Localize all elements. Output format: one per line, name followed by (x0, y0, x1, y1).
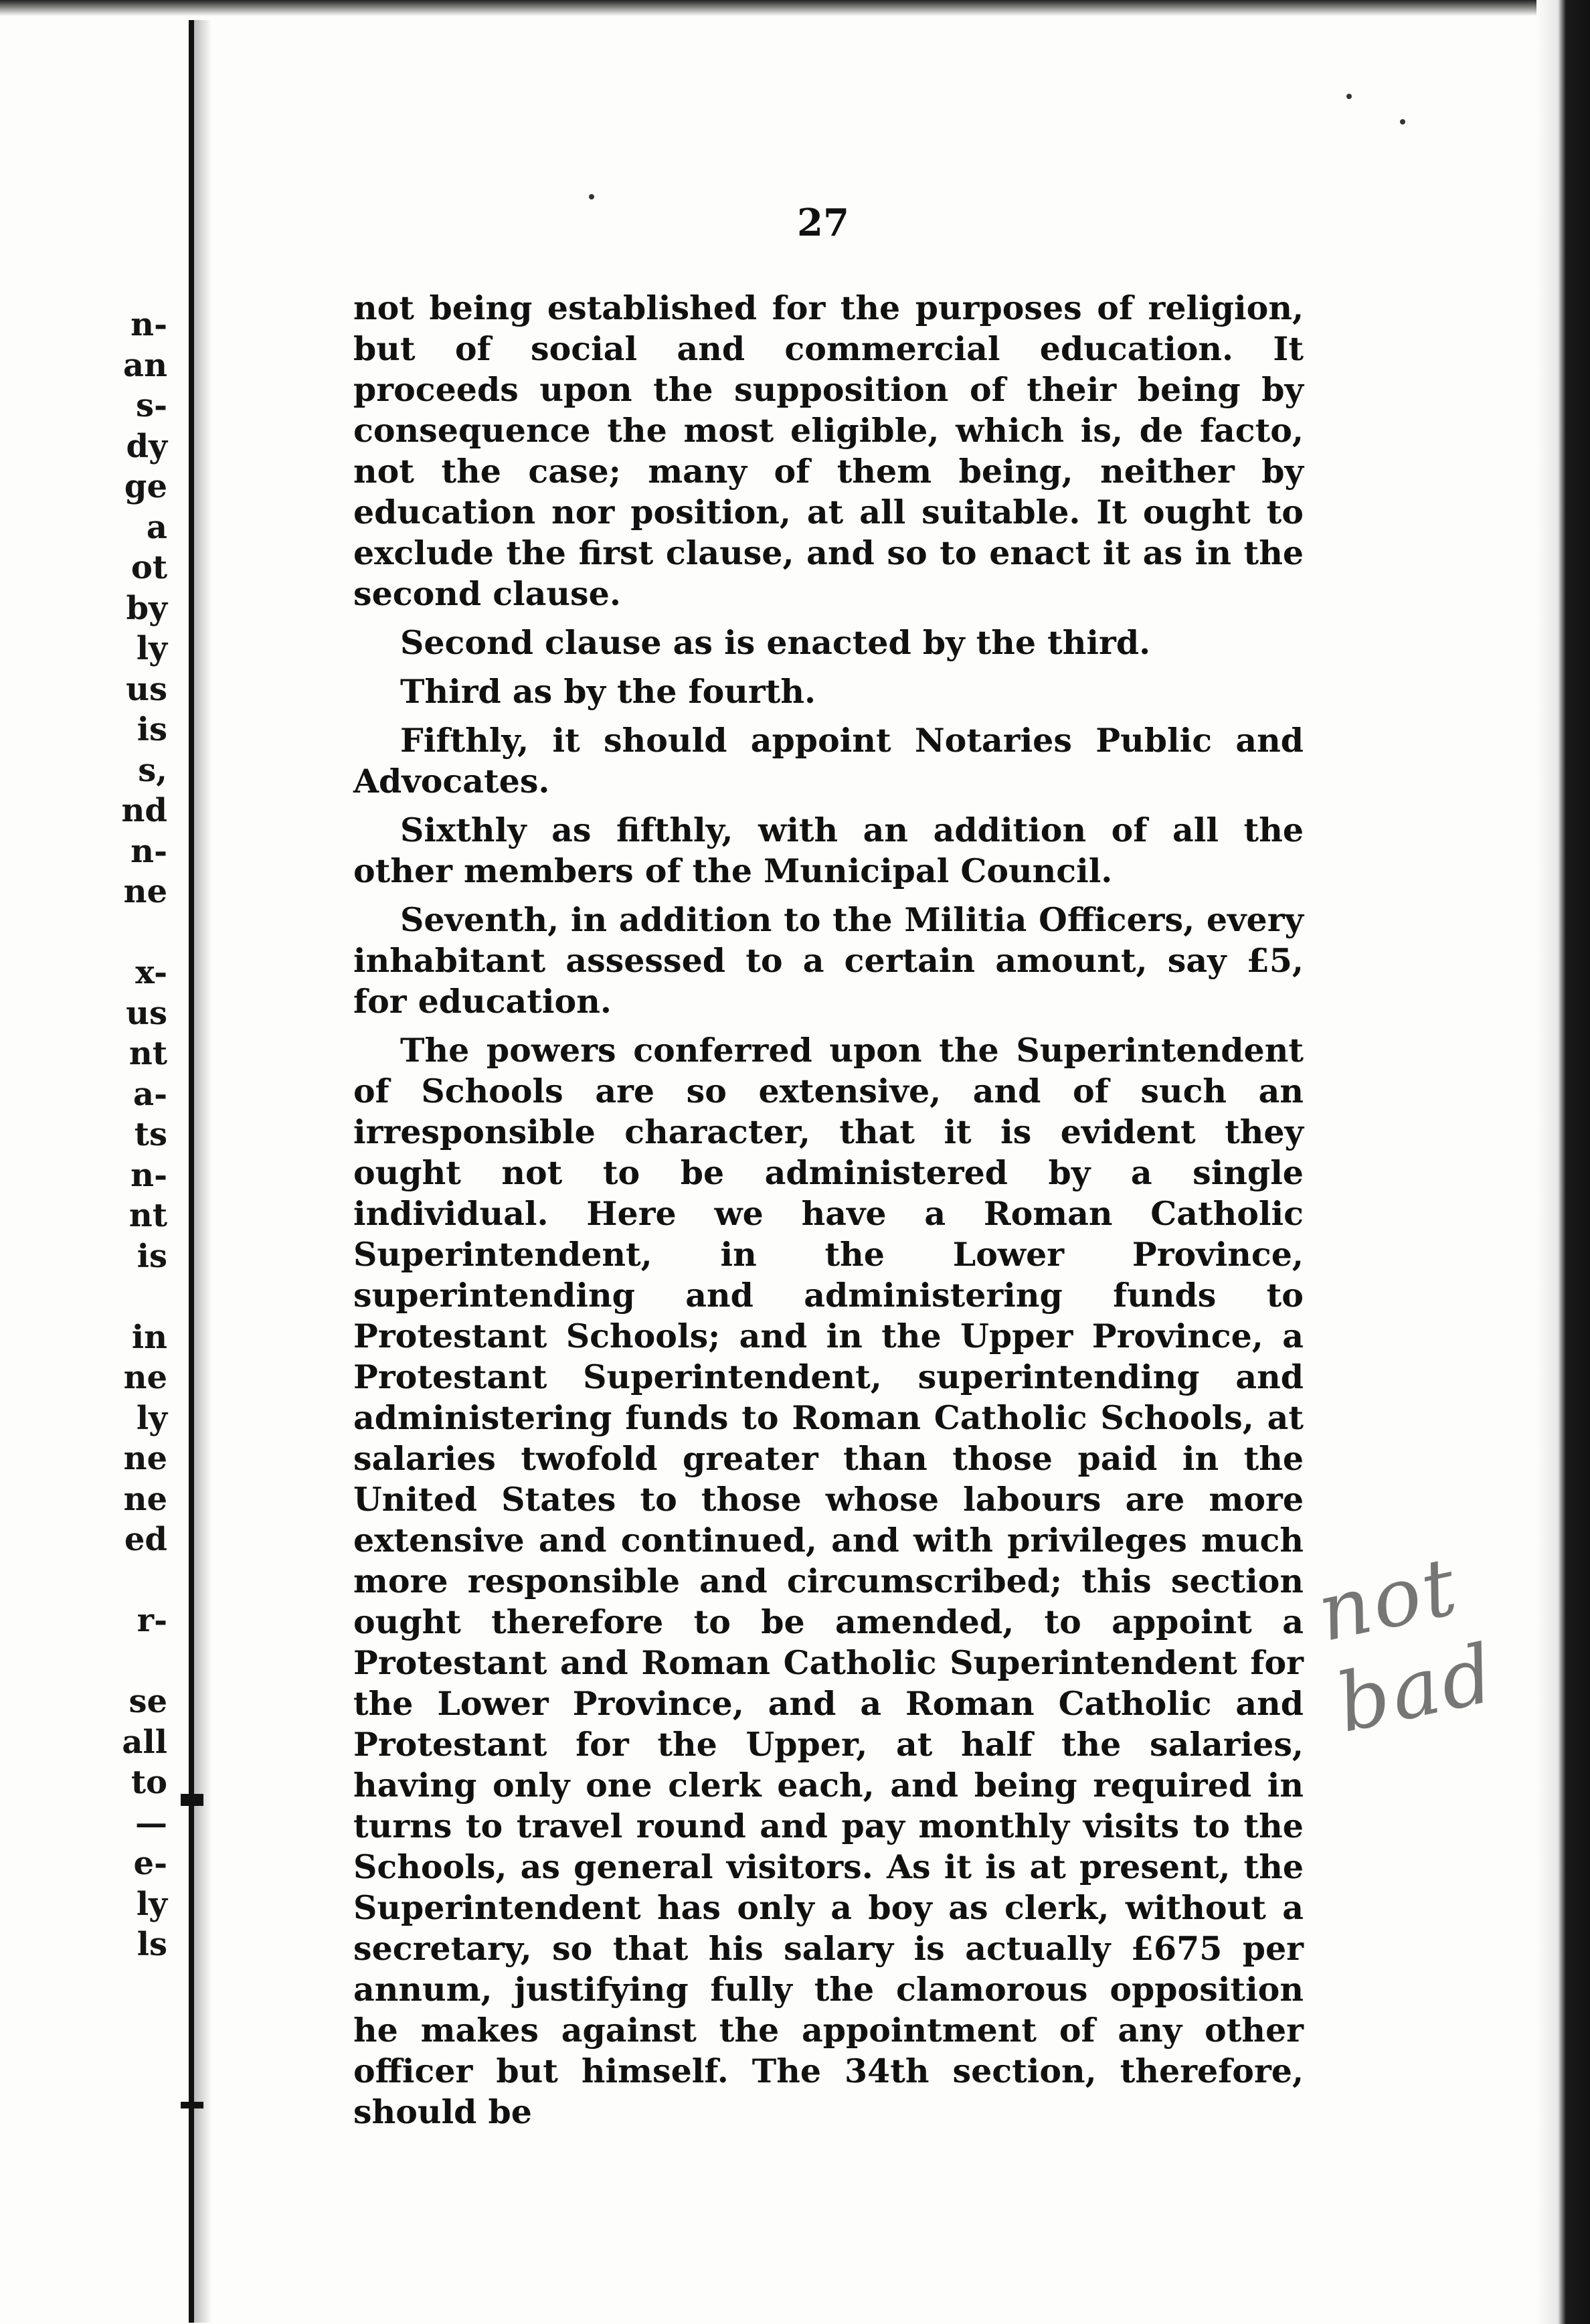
paragraph: Second clause as is enacted by the third. (400, 623, 1151, 662)
fragment-line: nd (121, 792, 167, 829)
fragment-line: ne (123, 873, 167, 910)
binding-mark (181, 1794, 203, 1806)
fragment-line: ed (124, 1521, 167, 1558)
fragment-line: ls (137, 1926, 167, 1963)
fragment-line: us (126, 670, 167, 708)
scan-right-edge (1536, 0, 1590, 2324)
scan-speck (1346, 94, 1352, 99)
fragment-line: ge (124, 468, 167, 505)
binding-mark (181, 2102, 203, 2108)
gutter-shadow (194, 20, 211, 2323)
paragraph: The powers conferred upon the Superintendent of Schools are so extensive, and of such an irresponsible character, that it is evident they ought not to be administered by a single individual. Here we have a Roman Catholic Superintendent, in the Lower Province, superintending and administering funds to Protestant Schools; and in the Upper Province, a Protestant Superintendent, superintending and administering funds to Roman Catholic Schools, at salaries twofold greater than those paid in the United States to those whose labours are more extensive and continued, and with privileges much more responsible and circumscribed; this section ought therefore to be amended, to appoint a Protestant and Roman Catholic Superintendent for the Lower Province, and a Roman Catholic and Protestant for the Upper, at half the salaries, having only one clerk each, and being required in turns to travel round and pay monthly visits to the Schools, as general visitors. As it is at present, the Superintendent has only a boy as clerk, without a secretary, so that his salary is actually £675 per annum, justifying fully the clamorous opposition he makes against the appointment of any other officer but himself. The 34th section, therefore, should be (353, 1031, 1304, 2131)
fragment-line: ts (134, 1116, 167, 1153)
fragment-line: a- (132, 1075, 167, 1113)
fragment-line: dy (126, 427, 167, 465)
page-number: 27 (797, 201, 849, 245)
fragment-line: ne (123, 1480, 167, 1518)
fragment-line: ne (123, 1359, 167, 1396)
fragment-line: us (126, 994, 167, 1032)
fragment-line: by (126, 589, 167, 627)
paragraph: Third as by the fourth. (400, 672, 816, 711)
fragment-line (0, 1560, 181, 1601)
fragment-line: — (135, 1804, 167, 1842)
fragment-line: in (131, 1318, 167, 1356)
scan-top-edge (0, 0, 1590, 16)
fragment-line: an (123, 346, 167, 384)
fragment-line: to (130, 1764, 167, 1801)
paragraph: not being established for the purposes of religion, but of social and commercial education. It proceeds upon the supposition of their being by consequence the most eligible, which is, de facto, not the case; many of them being, neither by education nor position, at all suitable. It ought to exclude the first clause, and so to enact it as in the second clause. (353, 288, 1304, 613)
fragment-line: n- (130, 1156, 167, 1194)
fragment-line: all (122, 1723, 167, 1761)
page-body (353, 288, 1304, 2133)
paragraph: Fifthly, it should appoint Notaries Public and Advocates. (353, 721, 1304, 801)
fragment-line (0, 912, 181, 953)
fragment-line: s, (138, 751, 167, 789)
fragment-line (0, 1641, 181, 1682)
scan-speck (1400, 119, 1405, 124)
fragment-line: ly (136, 630, 167, 667)
fragment-line: ly (136, 1399, 167, 1437)
fragment-line: e- (133, 1845, 167, 1882)
handwritten-margin-note: not bad (1310, 1540, 1504, 1751)
fragment-line: a (146, 508, 167, 546)
fragment-line: is (137, 1237, 167, 1275)
fragment-line: ot (130, 549, 167, 586)
fragment-line: is (137, 711, 167, 748)
fragment-line: se (128, 1683, 167, 1720)
facing-page-fragments (0, 305, 181, 1965)
paragraph: Seventh, in addition to the Militia Officers, every inhabitant assessed to a certain amount, say £5, for education. (353, 900, 1304, 1021)
book-gutter (189, 20, 194, 2323)
fragment-line: nt (128, 1035, 167, 1072)
paragraph: Sixthly as fifthly, with an addition of all the other members of the Municipal Council. (353, 811, 1304, 890)
scan-speck (589, 194, 594, 199)
fragment-line: x- (135, 954, 167, 991)
fragment-line: s- (136, 387, 167, 424)
fragment-line: nt (128, 1197, 167, 1234)
fragment-line (0, 1276, 181, 1317)
fragment-line: n- (130, 306, 167, 343)
fragment-line: n- (130, 832, 167, 870)
fragment-line: r- (137, 1602, 167, 1639)
fragment-line: ly (136, 1885, 167, 1923)
fragment-line: ne (123, 1440, 167, 1477)
